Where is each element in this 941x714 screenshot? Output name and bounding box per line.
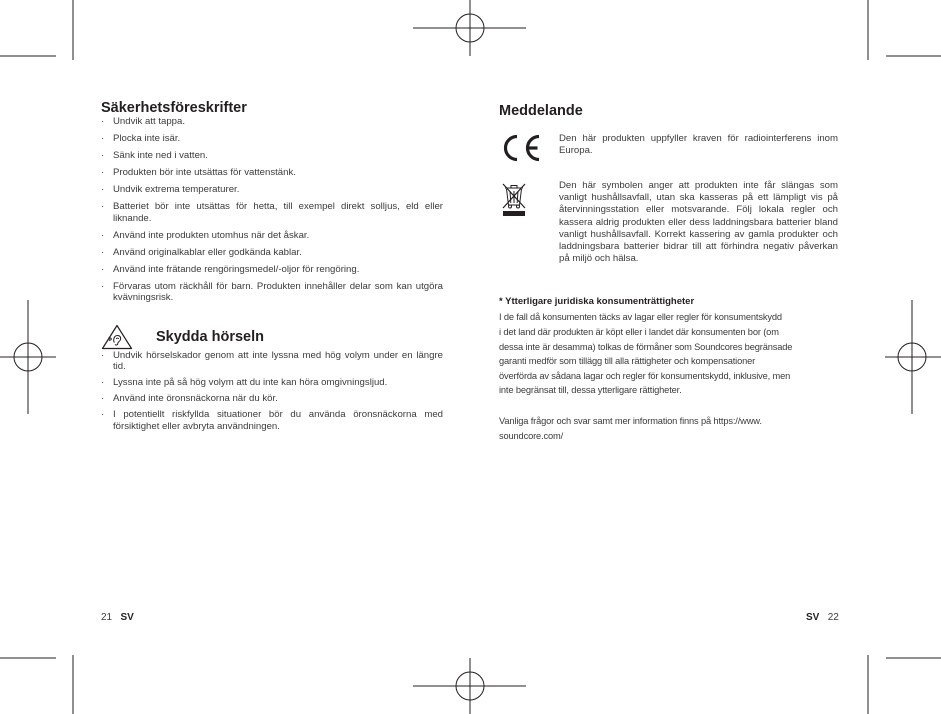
- safety-item: · Batteriet bör inte utsättas för hetta, till exempel direkt solljus, eld eller liknande.: [101, 201, 443, 224]
- ce-text: Den här produkten uppfyller kraven för radiointerferens inom Europa.: [559, 133, 838, 157]
- hearing-header: [101, 324, 443, 350]
- hearing-item: · Använd inte öronsnäckorna när du kör.: [101, 393, 443, 405]
- legal-line: inte begränsat till, dessa ytterligare rättigheter.: [499, 385, 682, 396]
- legal-line: i det land där produkten är köpt eller i landet där konsumenten bor (om: [499, 327, 779, 338]
- page-number: 21: [101, 612, 113, 623]
- safety-item: · Använd inte produkten utomhus när det åskar.: [101, 230, 443, 242]
- faq-line: Vanliga frågor och svar samt mer information finns på https://www.: [499, 415, 762, 426]
- legal-rights-title: * Ytterligare juridiska konsumenträttigheter: [499, 296, 695, 308]
- ce-notice: [499, 133, 839, 168]
- ce-mark-icon: [499, 133, 543, 163]
- hearing-warning-icon: [101, 324, 133, 350]
- hearing-item: · Undvik hörselskador genom att inte lyssna med hög volym under en längre tid.: [101, 350, 443, 373]
- legal-line: dessa inte är desamma) tolkas de förmåner som Soundcores begränsade: [499, 341, 793, 352]
- safety-item: · Använd originalkablar eller godkända kablar.: [101, 247, 443, 259]
- safety-list: [101, 116, 443, 304]
- page-number-left: [101, 612, 134, 623]
- right-page: [499, 103, 839, 443]
- safety-title: Säkerhetsföreskrifter: [101, 100, 247, 116]
- language-code: SV: [806, 612, 820, 623]
- hearing-list: [101, 350, 443, 433]
- legal-rights-body: [499, 310, 839, 398]
- safety-item: · Använd inte frätande rengöringsmedel/-oljor för rengöring.: [101, 264, 443, 276]
- page-number-right: [806, 612, 839, 623]
- safety-item: · Förvaras utom räckhåll för barn. Produkten innehåller delar som kan utgöra kvävningsrisk.: [101, 281, 443, 304]
- legal-line: garanti medför som tillägg till alla rättigheter och kompensationer: [499, 356, 756, 367]
- left-page: [101, 100, 443, 437]
- hearing-item: · I potentiellt riskfyllda situationer bör du använda öronsnäckorna med försiktighet eller avbryta användningen.: [101, 409, 443, 432]
- faq-link[interactable]: soundcore.com/: [499, 430, 564, 441]
- page-number: 22: [827, 612, 839, 623]
- weee-text: Den här symbolen anger att produkten inte får slängas som vanligt hushållsavfall, utan ska kasseras på ett lämpligt vis på återvinningsstation eller motsvarande. Följ lokala regler och kassera aldrig produkten eller dess laddningsbara batterier bland vanligt hushållsavfall. Korrekt kassering av gamla produkter och laddningsbara batterier bidrar till att förhindra negativ påverkan på miljö och hälsa.: [559, 180, 838, 265]
- legal-line: överförda av sådana lagar och regler för konsumentskydd, inklusive, men: [499, 370, 791, 381]
- legal-line: I de fall då konsumenten täcks av lagar eller regler för konsumentskydd: [499, 312, 782, 323]
- safety-item: · Produkten bör inte utsättas för vattenstänk.: [101, 167, 443, 179]
- safety-item: · Sänk inte ned i vatten.: [101, 150, 443, 162]
- faq-info: [499, 414, 839, 443]
- weee-notice: [499, 180, 839, 265]
- safety-item: · Undvik att tappa.: [101, 116, 443, 128]
- hearing-title: Skydda hörseln: [156, 328, 264, 345]
- hearing-item: · Lyssna inte på så hög volym att du inte kan höra omgivningsljud.: [101, 377, 443, 389]
- crossed-bin-icon: [499, 180, 529, 218]
- safety-item: · Undvik extrema temperaturer.: [101, 184, 443, 196]
- language-code: SV: [120, 612, 134, 623]
- safety-item: · Plocka inte isär.: [101, 133, 443, 145]
- notice-title: Meddelande: [499, 103, 583, 119]
